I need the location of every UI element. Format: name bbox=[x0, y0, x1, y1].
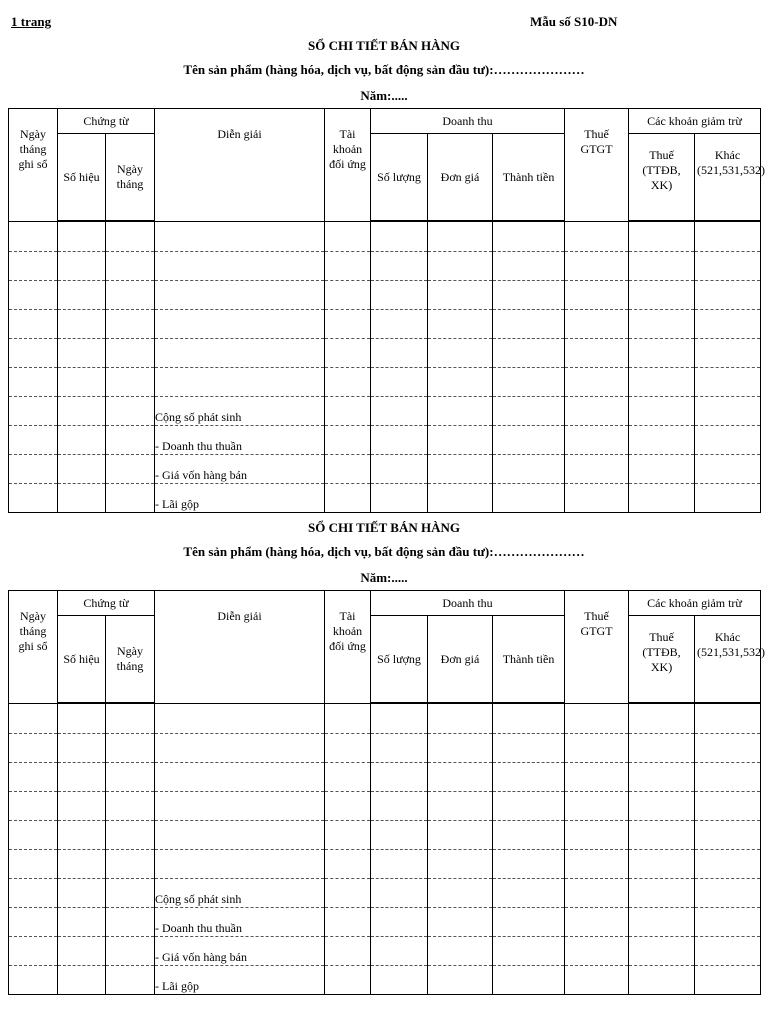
col-doanh-thu: Doanh thu bbox=[371, 109, 565, 134]
col-don-gia: Đơn giá bbox=[428, 134, 493, 222]
col-thue-gtgt: Thuế GTGT bbox=[565, 109, 629, 222]
product-name-line: Tên sản phẩm (hàng hóa, dịch vụ, bất động sản đầu tư):………………… bbox=[183, 544, 585, 559]
col-cac-khoan-giam-tru: Các khoản giảm trừ bbox=[629, 591, 761, 616]
col-khac: Khác (521,531,532) bbox=[695, 616, 761, 704]
col-so-hieu: Số hiệu bbox=[58, 134, 106, 222]
sales-ledger-table bbox=[8, 108, 766, 513]
year-line: Năm:..... bbox=[360, 88, 408, 103]
summary-label: - Lãi gộp bbox=[155, 484, 325, 513]
summary-label: - Giá vốn hàng bán bbox=[155, 937, 325, 966]
summary-label: - Doanh thu thuần bbox=[155, 426, 325, 455]
col-thue-gtgt: Thuế GTGT bbox=[565, 591, 629, 704]
table-row bbox=[9, 252, 761, 281]
table-row bbox=[9, 734, 761, 763]
summary-label: Cộng số phát sinh bbox=[155, 397, 325, 426]
summary-label: - Lãi gộp bbox=[155, 966, 325, 995]
table-row bbox=[9, 310, 761, 339]
col-ngay-thang: Ngày tháng bbox=[106, 134, 155, 222]
col-chung-tu: Chứng từ bbox=[58, 591, 155, 616]
col-tai-khoan-doi-ung: Tài khoản đối ứng bbox=[325, 591, 371, 704]
summary-row-doanh-thu-thuan bbox=[9, 908, 761, 937]
col-ngay-thang: Ngày tháng bbox=[106, 616, 155, 704]
summary-row-cong-so-phat-sinh bbox=[9, 879, 761, 908]
sales-ledger-table bbox=[8, 590, 766, 995]
summary-row-doanh-thu-thuan bbox=[9, 426, 761, 455]
col-khac: Khác (521,531,532) bbox=[695, 134, 761, 222]
table-row bbox=[9, 339, 761, 368]
table-row bbox=[9, 368, 761, 397]
table-row bbox=[9, 850, 761, 879]
col-so-hieu: Số hiệu bbox=[58, 616, 106, 704]
year-line: Năm:..... bbox=[360, 570, 408, 585]
summary-row-gia-von-hang-ban bbox=[9, 937, 761, 966]
summary-label: - Doanh thu thuần bbox=[155, 908, 325, 937]
product-name-line: Tên sản phẩm (hàng hóa, dịch vụ, bất động sản đầu tư):………………… bbox=[183, 62, 585, 77]
col-dien-giai: Diễn giải bbox=[155, 591, 325, 704]
col-ngay-thang-ghi-so: Ngày tháng ghi sổ bbox=[9, 591, 58, 704]
table-row bbox=[9, 821, 761, 850]
col-thue-ttdb-xk: Thuế (TTĐB, XK) bbox=[629, 134, 695, 222]
summary-label: - Giá vốn hàng bán bbox=[155, 455, 325, 484]
table-row bbox=[9, 281, 761, 310]
page-label: 1 trang bbox=[11, 14, 52, 29]
col-cac-khoan-giam-tru: Các khoản giảm trừ bbox=[629, 109, 761, 134]
col-doanh-thu: Doanh thu bbox=[371, 591, 565, 616]
col-so-luong: Số lượng bbox=[371, 616, 428, 704]
table-row bbox=[9, 221, 761, 252]
col-don-gia: Đơn giá bbox=[428, 616, 493, 704]
ledger-title: SỔ CHI TIẾT BÁN HÀNG bbox=[308, 520, 460, 535]
table-row bbox=[9, 763, 761, 792]
col-so-luong: Số lượng bbox=[371, 134, 428, 222]
col-thue-ttdb-xk: Thuế (TTĐB, XK) bbox=[629, 616, 695, 704]
summary-row-lai-gop bbox=[9, 966, 761, 995]
summary-label: Cộng số phát sinh bbox=[155, 879, 325, 908]
table-row bbox=[9, 703, 761, 734]
col-thanh-tien: Thành tiền bbox=[493, 616, 565, 704]
summary-row-cong-so-phat-sinh bbox=[9, 397, 761, 426]
col-chung-tu: Chứng từ bbox=[58, 109, 155, 134]
ledger-title: SỔ CHI TIẾT BÁN HÀNG bbox=[308, 38, 460, 53]
summary-row-gia-von-hang-ban bbox=[9, 455, 761, 484]
col-dien-giai: Diễn giải bbox=[155, 109, 325, 222]
col-tai-khoan-doi-ung: Tài khoản đối ứng bbox=[325, 109, 371, 222]
col-thanh-tien: Thành tiền bbox=[493, 134, 565, 222]
form-code: Mẫu số S10-DN bbox=[530, 14, 618, 29]
table-row bbox=[9, 792, 761, 821]
col-ngay-thang-ghi-so: Ngày tháng ghi sổ bbox=[9, 109, 58, 222]
summary-row-lai-gop bbox=[9, 484, 761, 513]
